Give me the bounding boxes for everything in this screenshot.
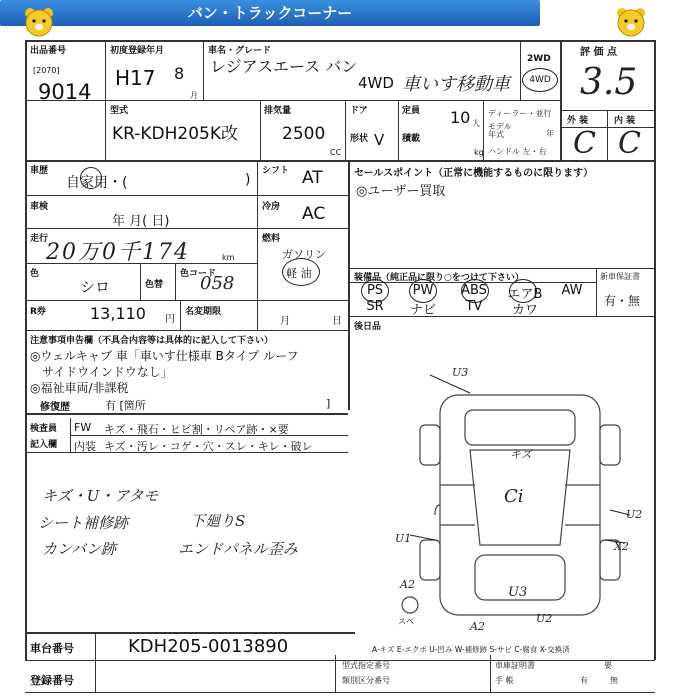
name-change-day: 日 xyxy=(332,316,342,327)
drive-type: 4WD xyxy=(358,74,394,92)
drive-4wd-circle: 4WD xyxy=(522,68,558,92)
rear-items-label: 後日品 xyxy=(354,322,382,332)
month-unit: 月 xyxy=(190,91,198,100)
cc-label: 排気量 xyxy=(264,106,292,116)
ac-value: AC xyxy=(302,204,326,224)
interior-categories: キズ・汚レ・コゲ・穴・スレ・キレ・破レ xyxy=(104,440,313,453)
diagram-mark-9: A2 xyxy=(470,620,485,633)
hand-note-5: エンドパネル歪み xyxy=(178,540,298,558)
handbook-no: 無 xyxy=(610,676,618,685)
cert-type-label: 型式指定番号 xyxy=(342,661,390,670)
cc-value: 2500 xyxy=(282,124,326,144)
history-paren: ) xyxy=(245,172,251,188)
load-unit: kg xyxy=(474,148,484,157)
repair-label: 修復歴 xyxy=(40,402,70,413)
lot-number: 9014 xyxy=(38,80,92,104)
model-type-label: 型式 xyxy=(110,106,129,116)
name-change-month: 月 xyxy=(280,316,290,327)
interior-label: 内 装 xyxy=(614,116,636,126)
warranty-label: 新車保証書 xyxy=(600,272,640,281)
fuel-gasoline: ガソリン xyxy=(282,248,326,261)
color-label: 色 xyxy=(30,269,40,279)
reg-year: H17 xyxy=(115,66,156,90)
history-value: 自家用・( xyxy=(66,175,128,191)
drive-2wd-label: 2WD xyxy=(527,54,551,64)
fuel-circle-mark xyxy=(282,258,320,286)
ac-label: 冷房 xyxy=(262,202,281,212)
sales-label: セールスポイント（正常に機能するものに限ります） xyxy=(354,168,594,179)
equip-sr: SR xyxy=(366,299,384,314)
seats-value: 10 xyxy=(450,108,471,127)
spare-label: スペ xyxy=(398,617,414,626)
dealer-label: ディーラー・並行 xyxy=(488,109,552,118)
recycle-label: R券 xyxy=(30,307,46,317)
recycle-value: 13,110 xyxy=(90,304,146,323)
equip-tv: TV xyxy=(465,299,483,314)
interior-grade: C xyxy=(618,126,641,161)
equip-aw: AW xyxy=(561,283,583,298)
shift-label: シフト xyxy=(262,166,290,176)
exterior-label: 外 装 xyxy=(567,116,589,126)
hand-note-1: キズ・U・アタモ xyxy=(42,487,159,505)
repair-value: 有 [箇所 xyxy=(105,399,146,412)
exterior-grade: C xyxy=(573,126,596,161)
exterior-categories: キズ・飛石・ヒビ割・リペア跡・×要 xyxy=(104,423,289,436)
bear-mascot-right-icon xyxy=(614,5,648,39)
color-value: シロ xyxy=(80,278,111,296)
door-label: ドア xyxy=(350,106,368,116)
shift-value: AT xyxy=(302,168,323,188)
diagram-mark-8: U3 xyxy=(508,585,528,600)
garage-cert-yes: 要 xyxy=(604,661,612,670)
fuel-label: 燃料 xyxy=(262,234,281,244)
equip-leather: カワ xyxy=(511,303,538,318)
damage-legend: A-キズ E-エクボ U-凹み W-補修跡 S-サビ C-腐食 X-交換済 xyxy=(372,645,570,654)
diagram-mark-5: U1 xyxy=(395,532,412,545)
garage-cert-label: 車庫証明書 xyxy=(495,661,535,670)
model-year-label: モデル 年式 xyxy=(488,122,512,139)
grade-label: 評 価 点 xyxy=(580,47,617,58)
fuel-diesel: 軽 油 xyxy=(286,267,312,280)
diagram-mark-7: A2 xyxy=(400,578,415,591)
history-label: 車歴 xyxy=(30,166,49,176)
handle-label: ハンドル 左・右 xyxy=(488,147,547,156)
handbook-label: 手 帳 xyxy=(495,676,514,685)
load-label: 積載 xyxy=(402,134,421,144)
abs-circle-mark xyxy=(461,279,489,303)
inspection-value: 年 月( 日) xyxy=(112,214,170,229)
repair-bracket: ] xyxy=(326,397,331,410)
notes-line-1: ◎ウェルキャブ 車「車いす仕様車 Bタイプ ルーフ xyxy=(30,349,299,363)
equip-ps: PS xyxy=(366,283,384,298)
reg-month: 8 xyxy=(174,64,185,83)
interior-label-row: 内装 xyxy=(74,440,96,453)
equip-abs: ABS xyxy=(461,283,487,298)
color-code-value: 058 xyxy=(200,273,235,294)
diagram-mark-2: キズ xyxy=(510,448,532,461)
inspection-label: 車検 xyxy=(30,202,49,212)
notes-label: 注意事項申告欄（不具合内容等は具体的に記入して下さい） xyxy=(30,336,274,346)
cert-class-label: 類別区分番号 xyxy=(342,676,390,685)
pw-circle-mark xyxy=(409,279,437,303)
notes-line-3: ◎福祉車両/非課税 xyxy=(30,381,129,395)
seats-unit: 人 xyxy=(472,119,480,128)
recycle-unit: 円 xyxy=(165,314,175,325)
mileage-unit: km xyxy=(222,253,235,262)
inspector-label: 検査員 xyxy=(30,424,58,434)
reg-date-label: 初度登録年月 xyxy=(110,46,165,56)
mileage-value: 20万0千174 xyxy=(46,240,190,265)
name-change-label: 名変期限 xyxy=(185,307,222,317)
hand-note-4: 下廻りS xyxy=(190,512,246,530)
notes-line-2: サイドウインドウなし」 xyxy=(42,365,173,379)
model-type: KR-KDH205K改 xyxy=(112,124,239,144)
equip-airbag: エアB xyxy=(507,287,543,302)
hand-note-3: カンバン跡 xyxy=(42,540,116,558)
name-label: 車名・グレード xyxy=(208,46,272,56)
shape-value: V xyxy=(374,131,385,149)
diagram-mark-1: U3 xyxy=(452,366,469,379)
handbook-yes: 有 xyxy=(580,676,588,685)
handwritten-note: 車いす移動車 xyxy=(402,74,510,95)
lot-label: 出品番号 xyxy=(30,46,67,56)
year-unit: 年 xyxy=(546,129,554,138)
registration-label: 登録番号 xyxy=(30,674,74,687)
bear-mascot-left-icon xyxy=(22,5,56,39)
warranty-value: 有・無 xyxy=(604,294,641,308)
diagram-mark-4: U2 xyxy=(626,508,643,521)
diagram-mark-10: U2 xyxy=(536,612,553,625)
color-code-label: 色コード xyxy=(180,269,217,279)
diagram-mark-6: X2 xyxy=(614,540,629,553)
ps-circle-mark xyxy=(361,279,389,303)
vehicle-name: レジアスエース バン xyxy=(210,57,358,76)
entry-label: 記入欄 xyxy=(30,440,58,450)
diagram-mark-3: Ci xyxy=(504,486,524,507)
sales-item: ◎ユーザー買取 xyxy=(356,184,446,199)
mileage-label: 走行 xyxy=(30,234,49,244)
airbag-circle-mark xyxy=(509,279,537,303)
chassis-number: KDH205-0013890 xyxy=(128,636,289,657)
chassis-label: 車台番号 xyxy=(30,642,74,655)
seats-label: 定員 xyxy=(402,106,421,116)
equip-navi: ナビ xyxy=(409,303,436,318)
cc-unit: CC xyxy=(330,148,342,157)
hand-note-2: シート補修跡 xyxy=(38,514,129,532)
color-change-label: 色替 xyxy=(145,280,164,290)
equipment-label: 装備品（純正品に限り○をつけて下さい） xyxy=(354,273,524,283)
history-circle-mark xyxy=(80,167,102,189)
shape-label: 形状 xyxy=(350,134,369,144)
grade-value: 3.5 xyxy=(580,62,638,103)
page-header: バン・トラックコーナー xyxy=(0,0,540,26)
lot-sub: [2070] xyxy=(33,66,60,75)
fw-label: FW xyxy=(74,421,92,434)
equip-pw: PW xyxy=(412,283,434,298)
